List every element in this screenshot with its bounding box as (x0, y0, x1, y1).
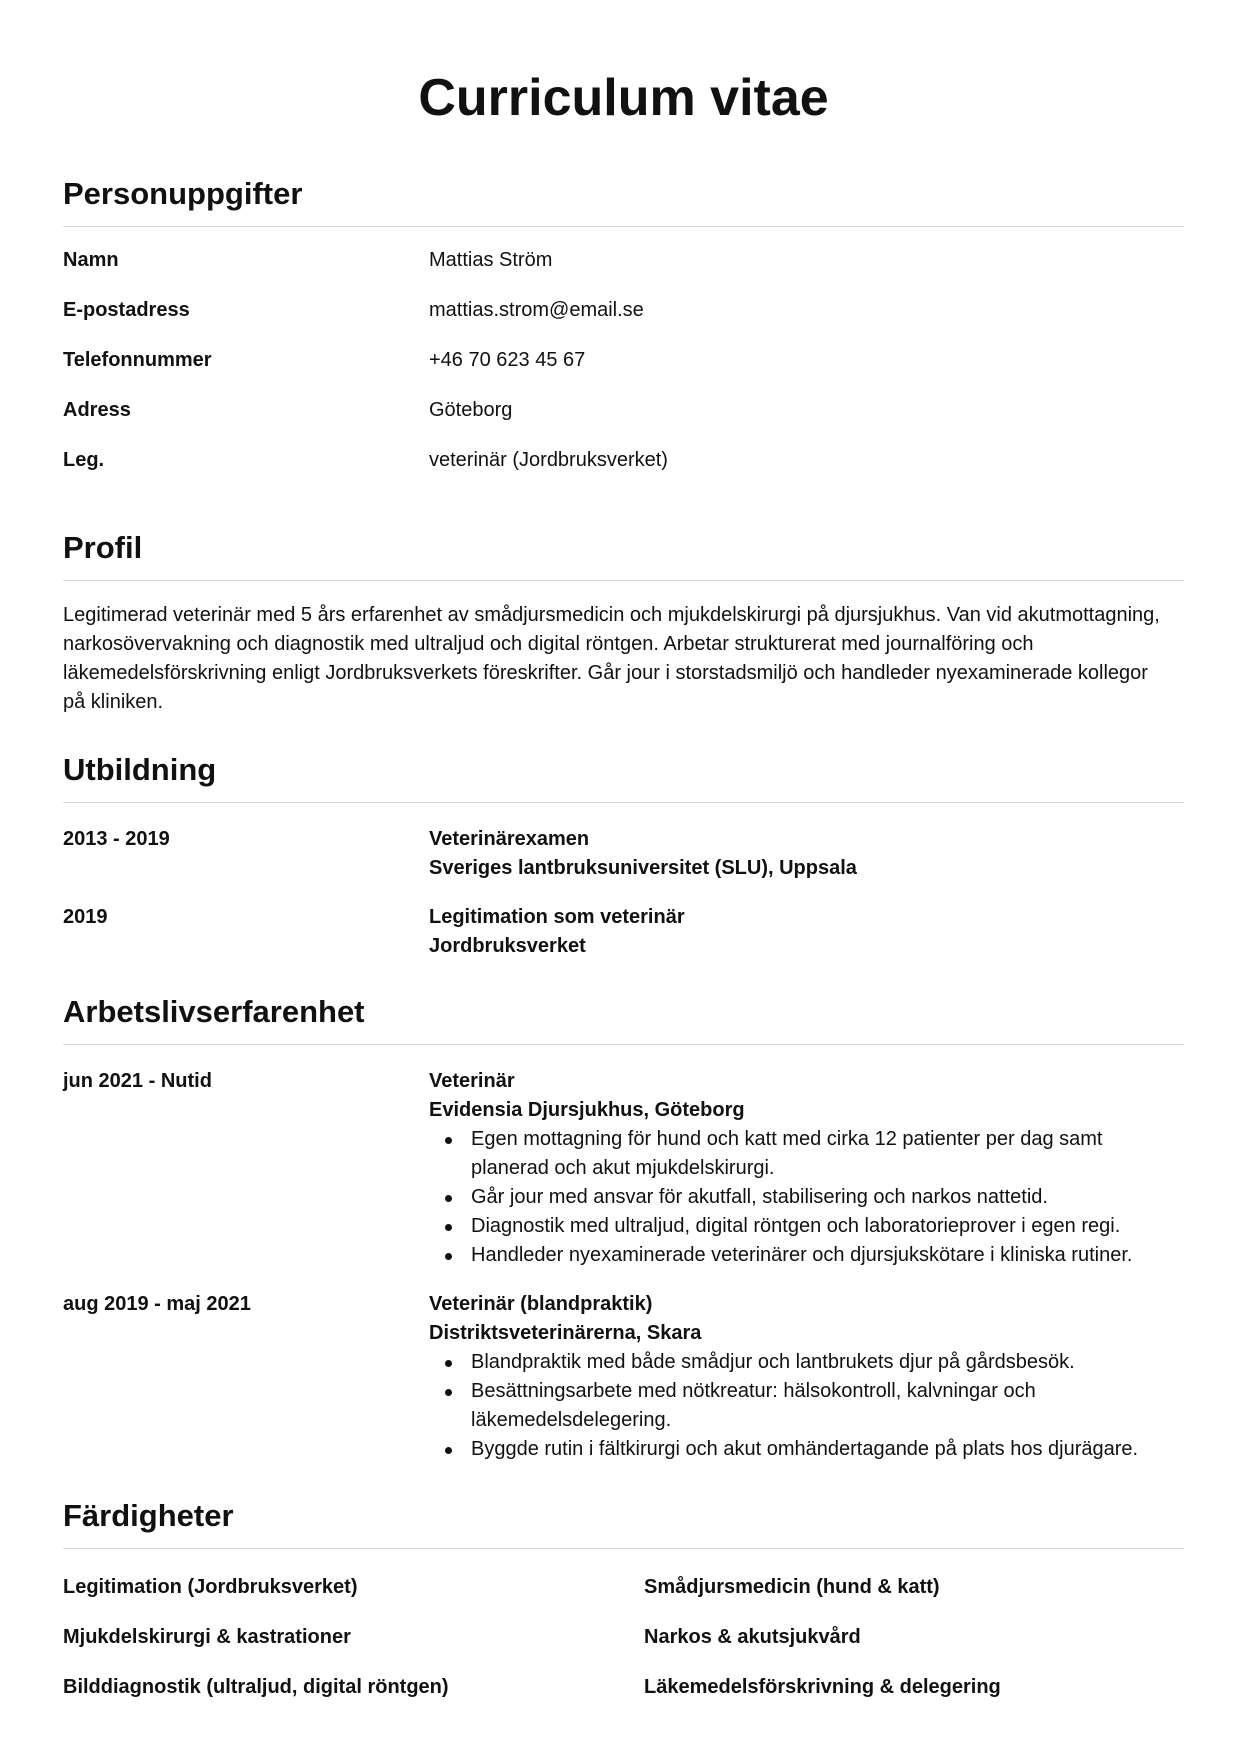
personal-row-email (63, 285, 1184, 335)
entry-title: Veterinärexamen (429, 828, 590, 850)
profile-section (63, 526, 1184, 717)
skill-item: Mjukdelskirurgi & kastrationer (63, 1626, 351, 1648)
duty-item: Handleder nyexaminerade veterinärer och djursjukskötare i kliniska rutiner. (471, 1241, 1184, 1270)
entry-body (429, 903, 1184, 961)
entry-body (429, 1290, 1184, 1464)
field-label: Adress (63, 399, 131, 421)
duty-item: Går jour med ansvar för akutfall, stabilisering och narkos nattetid. (471, 1183, 1184, 1212)
entry-title: Veterinär (blandpraktik) (429, 1293, 653, 1315)
entry-title: Legitimation som veterinär (429, 906, 685, 928)
entry-title: Veterinär (429, 1070, 515, 1092)
field-label: Leg. (63, 449, 105, 471)
skill-item: Legitimation (Jordbruksverket) (63, 1576, 358, 1598)
entry-organization: Evidensia Djursjukhus, Göteborg (429, 1099, 745, 1121)
entry-date: aug 2019 - maj 2021 (63, 1293, 251, 1315)
entry-date: jun 2021 - Nutid (63, 1070, 212, 1092)
profile-text: Legitimerad veterinär med 5 års erfarenhet av smådjursmedicin och mjukdelskirurgi på djursjukhus. Van vid akutmottagning, narkosövervakning och diagnostik med ultraljud och digital röntgen. Arbetar strukturerat med journalföring och läkemedelsförskrivning enligt Jordbruksverkets föreskrifter. Går jour i storstadsmiljö och handleder nyexaminerade kollegor på kliniken. (63, 604, 1160, 713)
duties-list (429, 1348, 1184, 1464)
field-label: Telefonnummer (63, 349, 212, 371)
duty-item: Blandpraktik med både smådjur och lantbrukets djur på gårdsbesök. (471, 1348, 1184, 1377)
duty-item: Byggde rutin i fältkirurgi och akut omhändertagande på plats hos djurägare. (471, 1435, 1184, 1464)
education-section (63, 748, 1184, 961)
field-value: mattias.strom@email.se (429, 299, 644, 321)
section-heading-personal: Personuppgifter (63, 172, 1184, 227)
experience-entry (63, 1067, 1184, 1270)
entry-date: 2013 - 2019 (63, 828, 170, 850)
personal-row-name (63, 235, 1184, 285)
skill-item: Smådjursmedicin (hund & katt) (644, 1576, 940, 1598)
field-value: veterinär (Jordbruksverket) (429, 449, 668, 471)
duty-item: Egen mottagning för hund och katt med cirka 12 patienter per dag samt planerad och akut mjukdelskirurgi. (471, 1125, 1184, 1183)
skill-item: Bilddiagnostik (ultraljud, digital röntgen) (63, 1676, 449, 1698)
skills-section (63, 1494, 1184, 1702)
experience-section (63, 990, 1184, 1464)
education-entry (63, 825, 1184, 883)
section-heading-education: Utbildning (63, 748, 1184, 803)
duty-item: Besättningsarbete med nötkreatur: hälsokontroll, kalvningar och läkemedelsdelegering. (471, 1377, 1184, 1435)
section-heading-profile: Profil (63, 526, 1184, 581)
entry-organization: Jordbruksverket (429, 935, 586, 957)
entry-body (429, 1067, 1184, 1270)
education-entry (63, 903, 1184, 961)
entry-body (429, 825, 1184, 883)
duties-list (429, 1125, 1184, 1270)
field-value: +46 70 623 45 67 (429, 349, 586, 371)
skill-item: Läkemedelsförskrivning & delegering (644, 1676, 1001, 1698)
field-value: Göteborg (429, 399, 513, 421)
experience-entry (63, 1290, 1184, 1464)
entry-date: 2019 (63, 906, 108, 928)
section-heading-experience: Arbetslivserfarenhet (63, 990, 1184, 1045)
duty-item: Diagnostik med ultraljud, digital röntgen och laboratorieprover i egen regi. (471, 1212, 1184, 1241)
entry-organization: Distriktsveterinärerna, Skara (429, 1322, 702, 1344)
section-heading-skills: Färdigheter (63, 1494, 1184, 1549)
field-label: Namn (63, 249, 119, 271)
personal-section (63, 172, 1184, 485)
field-label: E-postadress (63, 299, 190, 321)
personal-row-address (63, 385, 1184, 435)
entry-organization: Sveriges lantbruksuniversitet (SLU), Uppsala (429, 857, 857, 879)
skills-grid (63, 1573, 1184, 1702)
skill-item: Narkos & akutsjukvård (644, 1626, 861, 1648)
field-value: Mattias Ström (429, 249, 553, 271)
personal-row-phone (63, 335, 1184, 385)
personal-details (63, 235, 1184, 485)
document-title: Curriculum vitae (418, 69, 829, 127)
personal-row-license (63, 435, 1184, 485)
